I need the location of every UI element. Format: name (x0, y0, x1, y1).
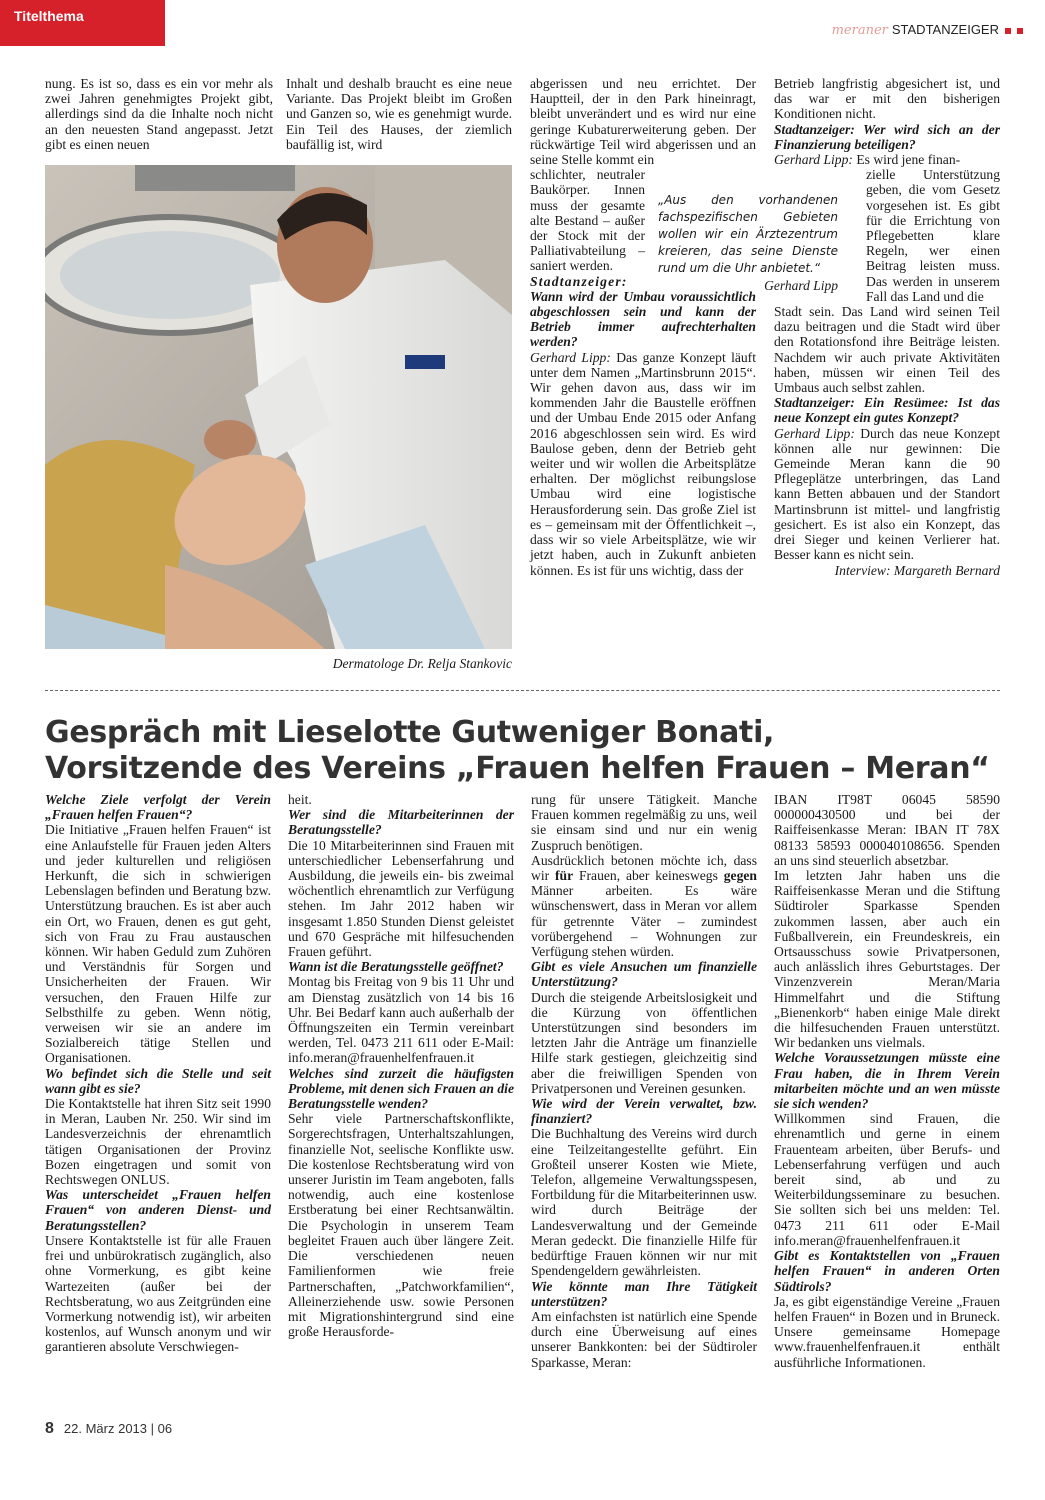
paragraph-narrow: schlichter, neutraler Baukörper. Innen muss der gesamte alte Bestand – außer der Stock mit der Palliativabteilung – saniert werden. (530, 167, 645, 274)
interview-question: Wie wird der Verein verwaltet, bzw. finanziert? (531, 1096, 757, 1127)
interview-answer: Die Initiative „Frauen helfen Frauen“ ist eine Anlaufstelle für Frauen jeden Alters und jeder kulturellen und religiösen Herkunft, die sich in schwierigen Lebenslagen befinden und Beratung bzw. Unterstützung brauchen. Es ist aber auch ein Ort, wo Frauen, denen es gut geht, sich von Frau zu Frau austauschen können. Wir haben Geduld zum Zuhören und Verständnis für Sorgen und Unsicherheiten der Frauen. Wir versuchen, den Frauen Hilfe zur Selbsthilfe zu geben. Wenn nötig, verweisen wir sie an andere im Sozialbereich tätige Stellen und Organisationen. (45, 822, 271, 1066)
speaker-label: Gerhard Lipp: (774, 425, 855, 441)
article1-col2 (286, 76, 512, 152)
interview-question: Was unterscheidet „Frauen helfen Frauen“ von anderen Dienst- und Beratungsstellen? (45, 1187, 271, 1233)
interview-answer: Die Kontaktstelle hat ihren Sitz seit 1990 in Meran, Lauben Nr. 250. Wir sind im Landesverzeichnis der ehrenamtlich tätigen Organisationen der Provinz Bozen eingetragen und somit von Rechtswegen ONLUS. (45, 1096, 271, 1188)
interview-answer: heit. (288, 792, 312, 807)
headline-line-2: Vorsitzende des Vereins „Frauen helfen Frauen – Meran“ (45, 751, 990, 786)
bold-word: für (554, 868, 574, 884)
interview-answer: Die 10 Mitarbeiterinnen sind Frauen mit unterschiedlicher Lebenserfahrung und Ausbildung, die jeweils ein- bis zweimal wöchentlich ehrenamtlich zur Verfügung stehen. Im Jahr 2012 haben wir insgesamt 1.850 Stunden Dienst geleistet und 670 Gespräche mit hilfesuchenden Frauen geführt. (288, 837, 514, 960)
text-span: Männer arbeiten. Es wäre wünschenswert, dass in Meran vor allem für getrennte Väter – zumindest vorübergehend – Wohnungen zur Verfügung stehen würden. (531, 883, 757, 960)
interview-question: Gibt es Kontaktstellen von „Frauen helfen Frauen“ in anderen Orten Südtirols? (774, 1248, 1000, 1294)
headline-line-1: Gespräch mit Lieselotte Gutweniger Bonati, (45, 715, 775, 750)
speaker-label: Gerhard Lipp: (774, 152, 853, 168)
paragraph: Betrieb langfristig abgesichert ist, und das war er mit den bisherigen Konditionen nicht. (774, 76, 1000, 122)
interview-question: Wie könnte man Ihre Tätigkeit unterstützen? (531, 1278, 757, 1309)
interviewer-label: Stadtanzeiger: (530, 273, 628, 289)
interview-answer: Es wird jene finan- (856, 152, 961, 168)
paragraph: Inhalt und deshalb braucht es eine neue Variante. Das Projekt bleibt im Großen und Ganzen so, wie es genehmigt wurde. Ein Teil des Hauses, der ziemlich baufällig ist, wird (286, 76, 512, 152)
red-square-icon (1017, 28, 1023, 34)
paragraph-narrow: zielle Unterstützung geben, die vom Gesetz vorgesehen ist. Es gibt für die Errichtung von Pflegebetten klare Regeln, wer einen Beitrag leisten muss. Das werden in unserem Fall das Land und die (866, 167, 1000, 304)
bold-word: gegen (723, 868, 757, 884)
photo-dermatologist (45, 165, 512, 649)
quote-text: „Aus den vorhandenen fachspezifischen Gebieten wollen wir ein Ärztezentrum kreieren, das seine Dienste rund um die Uhr anbietet.“ (658, 193, 838, 275)
page-footer (45, 1420, 172, 1438)
speaker-label: Gerhard Lipp: (530, 349, 611, 365)
interview-answer: Durch die steigende Arbeitslosigkeit und die Kürzung von öffentlichen Unterstützungen sind besonders im letzten Jahr die Anträge um finanzielle Hilfe stark gestiegen, gleichzeitig sind aber die freiwilligen Spenden von Privatpersonen und Vereinen gesunken. (531, 989, 757, 1096)
interview-question: Wann ist die Beratungsstelle geöffnet? (288, 959, 504, 975)
article2-col1 (45, 792, 271, 1355)
article2-col2 (288, 792, 514, 1339)
interview-question: Welches sind zurzeit die häufigsten Probleme, mit denen sich Frauen an die Beratungsstelle wenden? (288, 1065, 514, 1112)
section-divider (45, 690, 1000, 691)
interview-answer: Willkommen sind Frauen, die ehrenamtlich und gerne in einem Frauenteam arbeiten, über Berufs- und Lebenserfahrung verfügen und auch bereit sind, ab und zu Weiterbildungsseminare zu besuchen. Sie sollten sich bei uns melden: Tel. 0473 211 611 oder E-Mail info.meran@frauenhelfenfrauen.it (774, 1111, 1000, 1248)
masthead (832, 22, 1023, 38)
paragraph: abgerissen und neu errichtet. Der Hauptteil, der in den Park hineinragt, bleibt unverändert und es wird nur eine geringe Kubaturerweiterung geben. Der rückwärtige Teil wird abgerissen und an seine Stelle kommt ein (530, 76, 756, 168)
article1-col3 (530, 76, 756, 578)
text-span: Ausdrücklich betonen möchte ich, dass wir (531, 852, 757, 884)
interview-answer (531, 853, 757, 959)
interview-answer: Sehr viele Partnerschaftskonflikte, Sorgerechtsfragen, Unterhaltszahlungen, finanzielle Not, seelische Konflikte usw. Die kostenlose Rechtsberatung wird von unserer Juristin im Team angeboten, falls notwendig, auch eine kostenlose Erstberatung bei einer Rechtsanwältin. Die Psychologin in unserem Team begleitet Frauen auch über längere Zeit. Die verschiedenen neuen Familienformen wie freie Partnerschaften, „Patchworkfamilien“, Alleinerziehende usw. sowie Personen mit Migrationshintergrund sind eine große Herausforde- (288, 1111, 514, 1340)
article1-col1 (45, 76, 273, 152)
interview-answer: Am einfachsten ist natürlich eine Spende durch eine Überweisung auf eines unserer Bankkonten: bei der Südtiroler Sparkasse, Meran: (531, 1308, 757, 1370)
interview-question: Welche Ziele verfolgt der Verein „Frauen helfen Frauen“? (45, 792, 271, 823)
issue-date: 22. März 2013 | 06 (63, 1421, 173, 1436)
interview-question: Wo befindet sich die Stelle und seit wann gibt es sie? (45, 1065, 271, 1096)
article-headline (45, 715, 1005, 787)
interview-answer: Montag bis Freitag von 9 bis 11 Uhr und am Dienstag zusätzlich von 14 bis 16 Uhr. Bei Bedarf kann auch außerhalb der Öffnungszeiten ein Termin vereinbart werden, Tel. 0473 211 611 oder E-Mail: info.meran@frauenhelfenfrauen.it (288, 974, 514, 1066)
section-label: Titelthema (14, 8, 84, 24)
paragraph: nung. Es ist so, dass es ein vor mehr als zwei Jahren genehmigtes Projekt gibt, allerdings sind da die Inhalte noch nicht an den neuesten Stand angepasst. Jetzt gibt es einen neuen (45, 76, 273, 152)
interview-question: Gibt es viele Ansuchen um finanzielle Unterstützung? (531, 959, 757, 990)
interview-answer: Das ganze Konzept läuft unter dem Namen „Martinsbrunn 2015“. Wir gehen davon aus, dass wir im kommenden Jahr die Baustelle eröffnen und der Umbau Ende 2015 oder Anfang 2016 abgeschlossen sein wird. Es wird Baulose geben, denn der Betrieb geht weiter und wir wollen die Arbeitsplätze erhalten. Der möglichst reibungslose Umbau wird eine logistische Herausforderung sein. Das große Ziel ist es – gemeinsam mit der Öffentlichkeit –, dass wir so viele Arbeitsplätze, wie wir jetzt haben, auch in Zukunft anbieten können. Es ist für uns wichtig, dass der (530, 349, 756, 578)
interview-answer: Durch das neue Konzept können alle nur gewinnen: Die Gemeinde Meran kann die 90 Pflegeplätze unterbringen, das Land kann Betten abbauen und der Standort Martinsbrunn ist mittel- und langfristig gesichert. Es ist also ein Konzept, das drei Sieger und keinen Verlierer hat. Besser kann es nicht sein. (774, 425, 1000, 563)
red-square-icon (1005, 28, 1011, 34)
page-number: 8 (45, 1420, 54, 1437)
paragraph: Stadt sein. Das Land wird seinen Teil dazu beitragen und die Stadt wird über den Rotationsfond ihre Beiträge leisten. Nachdem wir auch private Aktivitäten haben, müssen wir einen Teil des Umbaus auch selbst zahlen. (774, 304, 1000, 396)
interview-question: Welche Voraussetzungen müsste eine Frau haben, die in Ihrem Verein mitarbeiten möchte und an wen müsste sie sich wenden? (774, 1050, 1000, 1112)
author-credit: Interview: Margareth Bernard (834, 562, 1000, 578)
article2-col4 (774, 792, 1000, 1370)
article2-col3 (531, 792, 757, 1370)
interview-answer: Die Buchhaltung des Vereins wird durch eine Teilzeitangestellte geführt. Ein Großteil unserer Kosten wie Miete, Telefon, allgemeine Verwaltungsspesen, Fortbildung für die Mitarbeiterinnen usw. wird durch Beiträge der Landesverwaltung und der Gemeinde Meran gedeckt. Die finanzielle Hilfe für bedürftige Frauen können wir nur mit Spendengeldern gewährleisten. (531, 1126, 758, 1279)
article1-col4 (774, 76, 1000, 578)
photo-caption: Dermatologe Dr. Relja Stankovic (332, 656, 512, 671)
interview-question: Wer sind die Mitarbeiterinnen der Beratungsstelle? (288, 807, 514, 838)
interview-question: Stadtanzeiger: Ein Resümee: Ist das neue Konzept ein gutes Konzept? (774, 395, 1000, 426)
text-span: Frauen, aber keineswegs (578, 868, 718, 884)
interview-answer: rung für unsere Tätigkeit. Manche Frauen kommen regelmäßig zu uns, weil sie einsam sind und nur ein wenig Zuspruch benötigen. (531, 792, 757, 853)
quote-author: Gerhard Lipp (764, 278, 838, 293)
interview-question: Wann wird der Umbau voraussichtlich abgeschlossen sein und kann der Betrieb immer aufrechterhalten werden? (530, 288, 756, 350)
interview-answer: Im letzten Jahr haben uns die Raiffeisenkasse Meran und die Stiftung Südtiroler Sparkasse Spenden zukommen lassen, aber auch ein Fußballverein, ein Freundeskreis, ein Ortsausschuss sowie Privatpersonen, auch anlässlich ihres Geburtstages. Der Vinzenzverein Meran/Maria Himmelfahrt und die Stiftung „Bienenkorb“ haben einige Male direkt die hilfesuchenden Frauen unterstützt. Wir bedanken uns vielmals. (774, 868, 1000, 1051)
brand-logo: meraner (831, 23, 888, 38)
section-tab (0, 0, 165, 46)
interview-answer: Unsere Kontaktstelle ist für alle Frauen frei und unbürokratisch zugänglich, also ohne Vormerkung, es gibt keine Wartezeiten (außer bei der Rechtsberatung, wo aus Zeitgründen eine Vormerkung notwendig ist), wir arbeiten kostenlos, auf Wunsch anonym und wir garantieren absolute Verschwiegen- (45, 1232, 271, 1355)
interview-question: Stadtanzeiger: Wer wird sich an der Finanzierung beteiligen? (774, 121, 1000, 152)
publication-name: STADTANZEIGER (891, 22, 999, 37)
photo-illustration (45, 165, 512, 649)
interview-answer: IBAN IT98T 06045 58590 000000430500 und bei der Raiffeisenkasse Meran: IBAN IT 78X 08133 58593 000040108656. Spenden an uns sind steuerlich absetzbar. (774, 792, 1000, 868)
interview-answer: Ja, es gibt eigenständige Vereine „Frauen helfen Frauen“ in Bozen und in Bruneck. Unsere gemeinsame Homepage www.frauenhelfenfrauen.it enthält ausführliche Informationen. (774, 1293, 1000, 1370)
